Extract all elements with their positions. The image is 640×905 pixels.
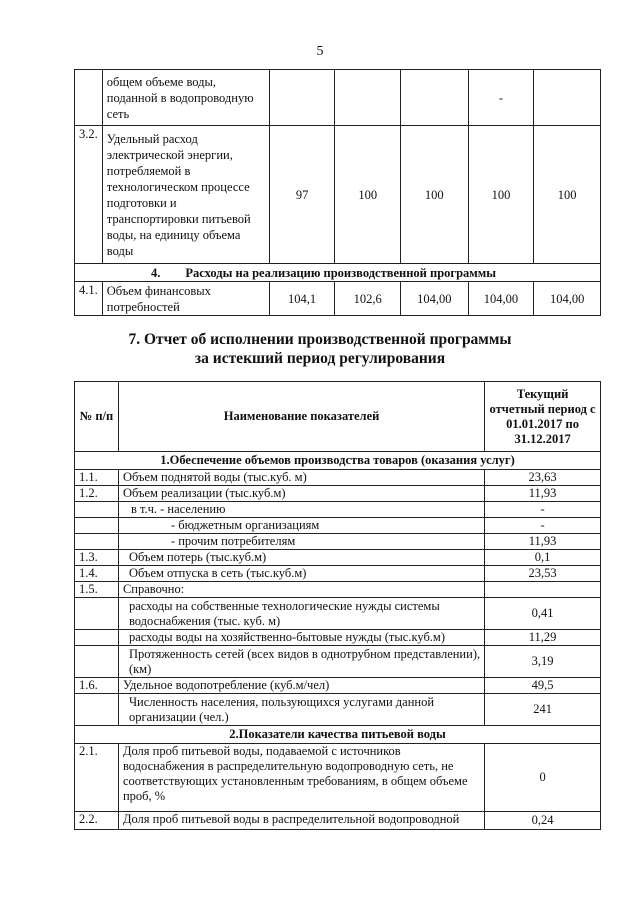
row-value xyxy=(485,582,601,598)
table-row xyxy=(75,630,601,646)
table-row xyxy=(75,534,601,550)
section-title-line2: за истекший период регулирования xyxy=(194,350,446,367)
row-label: Объем реализации (тыс.куб.м) xyxy=(118,486,484,502)
table-cell: 104,00 xyxy=(468,282,534,316)
table-cell: - xyxy=(468,70,534,126)
header-row xyxy=(75,382,601,452)
row-label: Справочно: xyxy=(118,582,484,598)
table-row xyxy=(75,550,601,566)
row-number: 1.2. xyxy=(75,486,119,502)
section-heading: 4. Расходы на реализацию производственной программы xyxy=(75,264,601,282)
table-cell: 100 xyxy=(468,126,534,264)
row-value: 11,93 xyxy=(485,534,601,550)
row-value: 49,5 xyxy=(485,678,601,694)
table-row xyxy=(75,126,601,264)
row-label: Удельное водопотребление (куб.м/чел) xyxy=(118,678,484,694)
row-label: Доля проб питьевой воды, подаваемой с источников водоснабжения в распределительную водопроводную сеть, не соответствующих установленным требованиям, в общем объеме проб, % xyxy=(118,744,484,812)
section-heading: 2.Показатели качества питьевой воды xyxy=(75,726,601,744)
row-number: 2.2. xyxy=(75,812,119,830)
row-label: Объем потерь (тыс.куб.м) xyxy=(118,550,484,566)
row-number xyxy=(75,694,119,726)
row-label: - прочим потребителям xyxy=(118,534,484,550)
row-label: расходы воды на хозяйственно-бытовые нужды (тыс.куб.м) xyxy=(118,630,484,646)
section-row xyxy=(75,726,601,744)
row-label: Численность населения, пользующихся услугами данной организации (чел.) xyxy=(118,694,484,726)
row-number: 1.3. xyxy=(75,550,119,566)
row-number: 1.4. xyxy=(75,566,119,582)
row-number: 1.5. xyxy=(75,582,119,598)
table-row xyxy=(75,486,601,502)
table-cell: 100 xyxy=(534,126,601,264)
row-value: 11,29 xyxy=(485,630,601,646)
header-name: Наименование показателей xyxy=(118,382,484,452)
header-period: Текущий отчетный период с 01.01.2017 по 31.12.2017 xyxy=(485,382,601,452)
table-cell: 104,00 xyxy=(534,282,601,316)
row-label: Объем финансовых потребностей xyxy=(102,282,269,316)
row-value: 3,19 xyxy=(485,646,601,678)
row-value: 23,63 xyxy=(485,470,601,486)
table-row xyxy=(75,518,601,534)
table-row xyxy=(75,694,601,726)
table-cell: 104,1 xyxy=(269,282,335,316)
row-value: 23,53 xyxy=(485,566,601,582)
row-number xyxy=(75,518,119,534)
table-cell: 100 xyxy=(335,126,401,264)
row-value: 0,41 xyxy=(485,598,601,630)
section-row xyxy=(75,264,601,282)
table-cell xyxy=(400,70,468,126)
table-row xyxy=(75,70,601,126)
row-label: - бюджетным организациям xyxy=(118,518,484,534)
row-value: - xyxy=(485,518,601,534)
row-number: 2.1. xyxy=(75,744,119,812)
page-number: 5 xyxy=(316,44,324,59)
table-row xyxy=(75,598,601,630)
row-label: Протяженность сетей (всех видов в однотрубном представлении), (км) xyxy=(118,646,484,678)
row-label: Доля проб питьевой воды в распределительной водопроводной xyxy=(118,812,484,830)
row-label: Объем отпуска в сеть (тыс.куб.м) xyxy=(118,566,484,582)
table-cell xyxy=(534,70,601,126)
row-number xyxy=(75,598,119,630)
row-label: в т.ч. - населению xyxy=(118,502,484,518)
table-row xyxy=(75,678,601,694)
table-row xyxy=(75,282,601,316)
table-cell: 100 xyxy=(400,126,468,264)
table-row xyxy=(75,646,601,678)
table-row xyxy=(75,744,601,812)
row-label: общем объеме воды, поданной в водопроводную сеть xyxy=(102,70,269,126)
row-label: Удельный расход электрической энергии, потребляемой в технологическом процессе подготовки и транспортировки питьевой воды, на единицу объема воды xyxy=(102,126,269,264)
row-number: 1.6. xyxy=(75,678,119,694)
row-value: 0,24 xyxy=(485,812,601,830)
indicators-table-continued xyxy=(74,69,601,316)
table-cell xyxy=(269,70,335,126)
row-value: 0 xyxy=(485,744,601,812)
table-cell xyxy=(335,70,401,126)
row-number: 1.1. xyxy=(75,470,119,486)
row-value: - xyxy=(485,502,601,518)
row-number: 4.1. xyxy=(75,282,103,316)
table-row xyxy=(75,470,601,486)
header-num: № п/п xyxy=(75,382,119,452)
table-row xyxy=(75,812,601,830)
row-number xyxy=(75,502,119,518)
row-value: 11,93 xyxy=(485,486,601,502)
table-row xyxy=(75,582,601,598)
program-report-table xyxy=(74,381,601,830)
row-number xyxy=(75,646,119,678)
table-cell: 104,00 xyxy=(400,282,468,316)
row-number: 3.2. xyxy=(75,126,103,264)
section-heading: 1.Обеспечение объемов производства товаров (оказания услуг) xyxy=(75,452,601,470)
table-cell: 97 xyxy=(269,126,335,264)
table-cell: 102,6 xyxy=(335,282,401,316)
row-value: 241 xyxy=(485,694,601,726)
section-row xyxy=(75,452,601,470)
row-value: 0,1 xyxy=(485,550,601,566)
row-label: Объем поднятой воды (тыс.куб. м) xyxy=(118,470,484,486)
row-number xyxy=(75,630,119,646)
section-title-line1: 7. Отчет об исполнении производственной программы xyxy=(128,331,512,348)
row-label: расходы на собственные технологические нужды системы водоснабжения (тыс. куб. м) xyxy=(118,598,484,630)
row-number xyxy=(75,534,119,550)
table-row xyxy=(75,502,601,518)
table-row xyxy=(75,566,601,582)
